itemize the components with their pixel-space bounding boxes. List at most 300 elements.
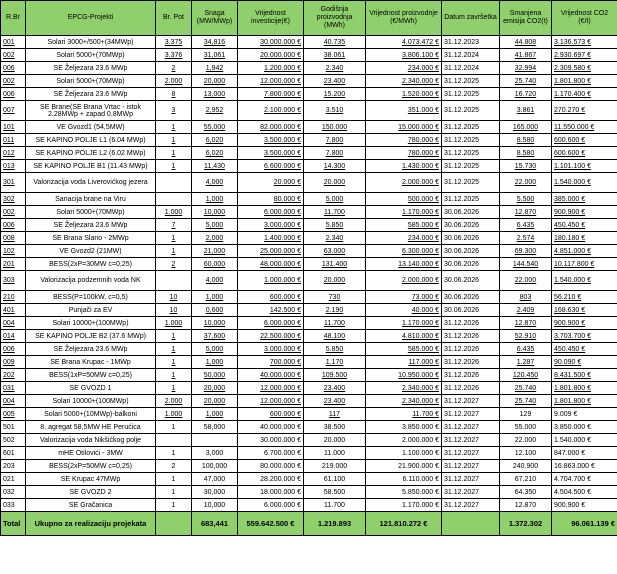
cell-count	[156, 206, 192, 219]
table-row	[1, 232, 617, 245]
cell-count-text: 1	[171, 488, 176, 496]
cell-investment	[238, 49, 304, 62]
cell-rbr	[1, 271, 26, 291]
cell-rbr-text: 201	[3, 260, 15, 268]
cell-production-value	[366, 245, 442, 258]
table-row	[1, 147, 617, 160]
cell-rbr	[1, 219, 26, 232]
cell-count	[156, 473, 192, 486]
cell-production-value	[366, 75, 442, 88]
cell-investment-text: 40.000.000 €	[260, 423, 301, 431]
cell-production-value	[366, 206, 442, 219]
cell-count-text: 1	[171, 234, 176, 242]
cell-co2-value-text: 3.136.573 €	[554, 38, 591, 46]
cell-investment-text: 30.000.000 €	[260, 38, 301, 46]
cell-investment	[238, 395, 304, 408]
cell-investment	[238, 134, 304, 147]
cell-co2-value-text: 1.540.000 €	[554, 436, 591, 444]
cell-annual-production-text: 38.061	[323, 51, 346, 59]
table-row	[1, 245, 617, 258]
cell-annual-production	[304, 473, 366, 486]
cell-power-text: 21,000	[203, 247, 226, 255]
cell-end-date-text: 31.12.2027	[444, 501, 480, 509]
cell-co2-reduction-text: 41.867	[514, 51, 537, 59]
cell-power	[192, 75, 238, 88]
cell-production-value-text: 780.000 €	[407, 136, 439, 144]
cell-annual-production	[304, 62, 366, 75]
cell-production-value-text: 234.000 €	[407, 64, 439, 72]
cell-annual-production	[304, 88, 366, 101]
cell-power	[192, 330, 238, 343]
cell-power-text: 1,000	[205, 195, 224, 203]
cell-rbr	[1, 232, 26, 245]
cell-co2-value-text: 9.009 €	[554, 410, 578, 418]
cell-co2-reduction-text: 2.574	[516, 234, 535, 242]
cell-power-text: 1,000	[205, 293, 224, 301]
cell-power-text: 60,000	[203, 260, 226, 268]
cell-production-value-text: 2.340.000 €	[402, 397, 439, 405]
cell-co2-value-text: 1.801.800 €	[554, 397, 591, 405]
table-row	[1, 499, 617, 512]
cell-project-text: Solari 5000+(10MWp)-balkoni	[44, 410, 137, 418]
cell-end-date-text: 31.12.2024	[444, 51, 480, 59]
cell-end-date	[442, 121, 500, 134]
cell-power	[192, 36, 238, 49]
cell-co2-reduction	[500, 75, 552, 88]
cell-co2-reduction	[500, 271, 552, 291]
cell-project	[26, 343, 156, 356]
cell-count-text: 2	[171, 260, 176, 268]
cell-rbr-text: 002	[3, 208, 15, 216]
cell-rbr-text: 008	[3, 234, 15, 242]
cell-count-text: 1	[171, 345, 176, 353]
cell-power-text: 31,061	[203, 51, 226, 59]
cell-project	[26, 317, 156, 330]
cell-project	[26, 101, 156, 121]
cell-investment-text: 1.200.000 €	[264, 64, 301, 72]
header-end-date: Datum završetka	[442, 1, 500, 36]
cell-investment	[238, 88, 304, 101]
cell-end-date	[442, 486, 500, 499]
cell-project-text: SE Željezara 23.6 MWp	[53, 90, 128, 98]
cell-count	[156, 121, 192, 134]
cell-power	[192, 173, 238, 193]
cell-power	[192, 343, 238, 356]
table-row	[1, 258, 617, 271]
cell-investment	[238, 75, 304, 88]
cell-rbr	[1, 369, 26, 382]
cell-production-value	[366, 382, 442, 395]
cell-power-text: 37,600	[203, 332, 226, 340]
cell-investment	[238, 206, 304, 219]
table-row	[1, 121, 617, 134]
cell-power-text: 0,600	[205, 306, 224, 314]
cell-count	[156, 304, 192, 317]
cell-co2-reduction-text: 129	[519, 410, 532, 418]
cell-investment-text: 48.000.000 €	[260, 260, 301, 268]
cell-end-date-text: 31.12.2025	[444, 107, 480, 114]
cell-co2-reduction	[500, 134, 552, 147]
cell-investment-text: 3.000.000 €	[264, 345, 301, 353]
table-row	[1, 330, 617, 343]
cell-investment	[238, 36, 304, 49]
header-rbr: R.Br	[1, 1, 26, 36]
cell-rbr	[1, 356, 26, 369]
cell-co2-reduction	[500, 499, 552, 512]
cell-investment-text: 3.500.000 €	[264, 149, 301, 157]
cell-co2-reduction-text: 22.000	[514, 277, 537, 284]
total-power: 683,441	[192, 512, 238, 536]
cell-co2-reduction	[500, 49, 552, 62]
cell-rbr	[1, 486, 26, 499]
cell-end-date	[442, 369, 500, 382]
cell-co2-value-text: 10.117.800 €	[554, 260, 595, 268]
cell-project	[26, 62, 156, 75]
cell-annual-production-text: 23.400	[323, 77, 346, 85]
cell-count	[156, 193, 192, 206]
cell-production-value	[366, 271, 442, 291]
cell-project	[26, 271, 156, 291]
cell-rbr-text: 501	[3, 423, 15, 431]
cell-power	[192, 160, 238, 173]
cell-count	[156, 62, 192, 75]
cell-rbr-text: 006	[3, 221, 15, 229]
cell-count	[156, 382, 192, 395]
cell-power-text: 5,000	[205, 221, 224, 229]
cell-production-value-text: 5.850.000 €	[402, 488, 439, 496]
cell-co2-value	[552, 160, 617, 173]
cell-production-value	[366, 408, 442, 421]
cell-count-text: 1	[171, 501, 176, 509]
cell-co2-value	[552, 134, 617, 147]
cell-annual-production-text: 38.500	[323, 423, 346, 431]
cell-end-date	[442, 473, 500, 486]
cell-production-value-text: 4.810.000 €	[402, 332, 439, 340]
cell-co2-value	[552, 88, 617, 101]
cell-project	[26, 434, 156, 447]
cell-end-date-text: 31.12.2026	[444, 345, 480, 353]
cell-power	[192, 193, 238, 206]
cell-co2-reduction-text: 52.910	[514, 332, 537, 340]
cell-co2-value	[552, 245, 617, 258]
cell-end-date-text: 31.12.2027	[444, 397, 480, 405]
cell-rbr	[1, 382, 26, 395]
cell-co2-reduction-text: 1.287	[516, 358, 535, 366]
cell-rbr	[1, 343, 26, 356]
cell-power-text: 10,000	[203, 319, 226, 327]
cell-rbr	[1, 447, 26, 460]
cell-project-text: mHE Otilovići - 3MW	[58, 449, 123, 457]
cell-power-text: 1,000	[205, 410, 224, 418]
cell-investment-text: 600.000 €	[269, 293, 301, 301]
cell-investment	[238, 271, 304, 291]
cell-rbr	[1, 434, 26, 447]
total-project: Ukupno za realizaciju projekata	[26, 512, 156, 536]
cell-count	[156, 101, 192, 121]
table-row	[1, 382, 617, 395]
cell-investment-text: 80.000.000 €	[260, 462, 301, 470]
cell-count	[156, 147, 192, 160]
cell-investment-text: 12.000.000 €	[260, 384, 301, 392]
cell-annual-production-text: 2.340	[325, 64, 344, 72]
cell-co2-reduction	[500, 88, 552, 101]
cell-production-value-text: 11.700 €	[412, 410, 439, 418]
cell-rbr-text: 006	[3, 90, 15, 98]
cell-project	[26, 421, 156, 434]
cell-co2-reduction-text: 2.409	[516, 306, 535, 314]
cell-annual-production	[304, 160, 366, 173]
cell-end-date-text: 31.12.2027	[444, 462, 480, 470]
cell-end-date-text: 31.12.2025	[444, 136, 480, 144]
cell-co2-reduction-text: 240.900	[512, 462, 539, 470]
cell-rbr	[1, 173, 26, 193]
cell-rbr	[1, 101, 26, 121]
cell-end-date-text: 30.06.2026	[444, 293, 480, 301]
cell-count-text: 1.000	[164, 410, 183, 418]
table-row	[1, 369, 617, 382]
cell-count	[156, 173, 192, 193]
cell-rbr	[1, 304, 26, 317]
cell-investment-text: 6.000.000 €	[264, 501, 301, 509]
cell-end-date-text: 31.12.2025	[444, 179, 480, 186]
cell-co2-value	[552, 486, 617, 499]
cell-project	[26, 147, 156, 160]
cell-annual-production-text: 1.170	[325, 358, 344, 366]
cell-count	[156, 408, 192, 421]
cell-project	[26, 395, 156, 408]
cell-project-text: SE KAPINO POLJE B1 (11.43 MWp)	[33, 162, 148, 170]
cell-investment	[238, 62, 304, 75]
cell-annual-production-text: 23.400	[323, 384, 346, 392]
cell-investment	[238, 343, 304, 356]
cell-project	[26, 36, 156, 49]
cell-co2-reduction-text: 8.580	[516, 149, 535, 157]
cell-rbr-text: 002	[3, 77, 15, 85]
cell-power-text: 50,000	[203, 371, 226, 379]
cell-power	[192, 421, 238, 434]
cell-production-value-text: 1.520.000 €	[402, 90, 439, 98]
cell-production-value-text: 500.000 €	[407, 195, 439, 203]
cell-project-text: Valorizacija voda Nikšićkog polje	[39, 436, 142, 444]
cell-co2-value	[552, 101, 617, 121]
cell-annual-production-text: 5.000	[325, 195, 344, 203]
cell-production-value	[366, 304, 442, 317]
cell-project-text: BESS(1xP=50MW c=0,25)	[49, 371, 132, 379]
cell-co2-value	[552, 173, 617, 193]
cell-rbr-text: 401	[3, 306, 15, 314]
cell-count	[156, 460, 192, 473]
cell-count-text: 2.000	[164, 397, 183, 405]
header-investment: Vrijednost investicije(€)	[238, 1, 304, 36]
cell-rbr-text: 007	[3, 107, 15, 114]
cell-investment-text: 28.200.000 €	[260, 475, 301, 483]
cell-annual-production-text: 3.510	[325, 107, 344, 114]
cell-annual-production	[304, 219, 366, 232]
cell-co2-value	[552, 369, 617, 382]
cell-project-text: BESS(P=100kW, c=0,5)	[53, 293, 128, 301]
cell-investment-text: 3.500.000 €	[264, 136, 301, 144]
cell-end-date-text: 31.12.2026	[444, 384, 480, 392]
cell-rbr	[1, 245, 26, 258]
cell-rbr-text: 601	[3, 449, 15, 457]
cell-annual-production	[304, 206, 366, 219]
cell-investment	[238, 460, 304, 473]
cell-power-text: 47,000	[203, 475, 226, 483]
cell-project-text: SE KAPINO POLJE L2 (6.02 MWp)	[35, 149, 146, 157]
cell-power	[192, 206, 238, 219]
cell-co2-reduction-text: 6.435	[516, 221, 535, 229]
cell-count	[156, 369, 192, 382]
cell-power-text: 3,000	[205, 449, 224, 457]
cell-rbr	[1, 121, 26, 134]
cell-power-text: 2,000	[205, 234, 224, 242]
cell-end-date	[442, 245, 500, 258]
table-row	[1, 36, 617, 49]
cell-co2-value-text: 3.703.700 €	[554, 332, 591, 340]
cell-investment	[238, 486, 304, 499]
cell-co2-reduction	[500, 101, 552, 121]
cell-investment	[238, 160, 304, 173]
cell-production-value	[366, 219, 442, 232]
cell-end-date-text: 31.12.2026	[444, 332, 480, 340]
cell-investment-text: 25.000.000 €	[260, 247, 301, 255]
total-label: Total	[1, 512, 26, 536]
cell-rbr-text: 301	[3, 179, 15, 186]
cell-count	[156, 317, 192, 330]
cell-annual-production-text: 20.000	[323, 179, 346, 186]
cell-end-date-text: 30.06.2026	[444, 277, 480, 284]
cell-investment-text: 6.000.000 €	[264, 208, 301, 216]
cell-project	[26, 134, 156, 147]
table-row	[1, 88, 617, 101]
total-end-date	[442, 512, 500, 536]
cell-end-date	[442, 304, 500, 317]
cell-production-value-text: 1.170.000 €	[402, 501, 439, 509]
cell-project-text: Punjači za EV	[68, 306, 113, 314]
cell-project	[26, 473, 156, 486]
cell-production-value-text: 2.340.000 €	[402, 77, 439, 85]
cell-count-text: 1	[171, 371, 176, 379]
cell-investment	[238, 369, 304, 382]
cell-production-value-text: 2.000.000 €	[402, 436, 439, 444]
cell-project-text: SE GVOZD 1	[69, 384, 112, 392]
cell-co2-value-text: 1.540.000 €	[554, 277, 591, 284]
cell-end-date-text: 31.12.2023	[444, 38, 480, 46]
cell-count-text: 1.000	[164, 208, 183, 216]
cell-co2-value	[552, 291, 617, 304]
cell-end-date	[442, 173, 500, 193]
cell-power-text: 100,000	[201, 462, 228, 470]
cell-end-date-text: 31.12.2027	[444, 436, 480, 444]
cell-project-text: Solari 3000+/500+(34MWp)	[47, 38, 134, 46]
cell-power-text: 34,816	[203, 38, 226, 46]
cell-count-text: 1	[171, 384, 176, 392]
cell-project	[26, 49, 156, 62]
cell-annual-production	[304, 421, 366, 434]
cell-count	[156, 343, 192, 356]
cell-project	[26, 121, 156, 134]
cell-rbr-text: 033	[3, 501, 15, 509]
cell-investment	[238, 173, 304, 193]
cell-annual-production	[304, 134, 366, 147]
cell-rbr-text: 006	[3, 64, 15, 72]
cell-rbr-text: 101	[3, 123, 15, 131]
cell-annual-production-text: 109.500	[321, 371, 348, 379]
cell-co2-reduction-text: 16.720	[514, 90, 537, 98]
cell-end-date	[442, 206, 500, 219]
cell-co2-value-text: 168.630 €	[554, 306, 586, 314]
cell-co2-value-text: 600.600 €	[554, 149, 586, 157]
cell-co2-value	[552, 330, 617, 343]
cell-count	[156, 160, 192, 173]
cell-annual-production-text: 219.000	[321, 462, 348, 470]
cell-power	[192, 447, 238, 460]
cell-co2-value-text: 16.863.000 €	[554, 462, 595, 470]
cell-co2-value	[552, 36, 617, 49]
cell-production-value	[366, 395, 442, 408]
cell-end-date	[442, 356, 500, 369]
cell-production-value-text: 2.000.000 €	[402, 277, 439, 284]
cell-co2-reduction	[500, 447, 552, 460]
cell-production-value-text: 2.340.000 €	[402, 384, 439, 392]
cell-project-text: SE Brane(SE Brana Vrtac - istok 2.28MWp + zapad 0.8MWp	[40, 103, 141, 118]
cell-end-date	[442, 193, 500, 206]
cell-co2-value-text: 1.801.800 €	[554, 77, 591, 85]
cell-end-date	[442, 49, 500, 62]
cell-rbr	[1, 206, 26, 219]
cell-end-date	[442, 317, 500, 330]
table-row	[1, 447, 617, 460]
cell-project-text: SE Brana Krupac - 1MWp	[50, 358, 131, 366]
cell-co2-value	[552, 193, 617, 206]
cell-power	[192, 395, 238, 408]
cell-end-date	[442, 395, 500, 408]
cell-co2-value-text: 2.930.697 €	[554, 51, 591, 59]
cell-rbr	[1, 193, 26, 206]
cell-power	[192, 258, 238, 271]
cell-project	[26, 88, 156, 101]
cell-count	[156, 356, 192, 369]
cell-co2-reduction	[500, 193, 552, 206]
cell-power	[192, 356, 238, 369]
cell-co2-value-text: 900.900 €	[554, 319, 586, 327]
cell-end-date	[442, 36, 500, 49]
cell-co2-value	[552, 121, 617, 134]
cell-investment	[238, 317, 304, 330]
cell-co2-value	[552, 499, 617, 512]
cell-production-value-text: 1.170.000 €	[402, 319, 439, 327]
cell-annual-production	[304, 147, 366, 160]
cell-co2-value-text: 4.704.700 €	[554, 475, 591, 483]
cell-rbr-text: 013	[3, 162, 15, 170]
cell-rbr-text: 031	[3, 384, 15, 392]
cell-production-value-text: 21.900.000 €	[398, 462, 439, 470]
cell-project-text: Solari 5000+(70MWp)	[56, 51, 125, 59]
cell-count	[156, 88, 192, 101]
cell-annual-production-text: 2.190	[325, 306, 344, 314]
cell-investment	[238, 434, 304, 447]
cell-production-value	[366, 434, 442, 447]
header-count: Br. Pot	[156, 1, 192, 36]
cell-count	[156, 258, 192, 271]
cell-investment-text: 18.000.000 €	[260, 488, 301, 496]
cell-annual-production	[304, 258, 366, 271]
cell-end-date-text: 31.12.2026	[444, 358, 480, 366]
cell-power-text: 10,000	[203, 501, 226, 509]
cell-project-text: SE Željezara 23.6 MWp	[53, 64, 128, 72]
cell-co2-reduction	[500, 245, 552, 258]
cell-annual-production	[304, 36, 366, 49]
